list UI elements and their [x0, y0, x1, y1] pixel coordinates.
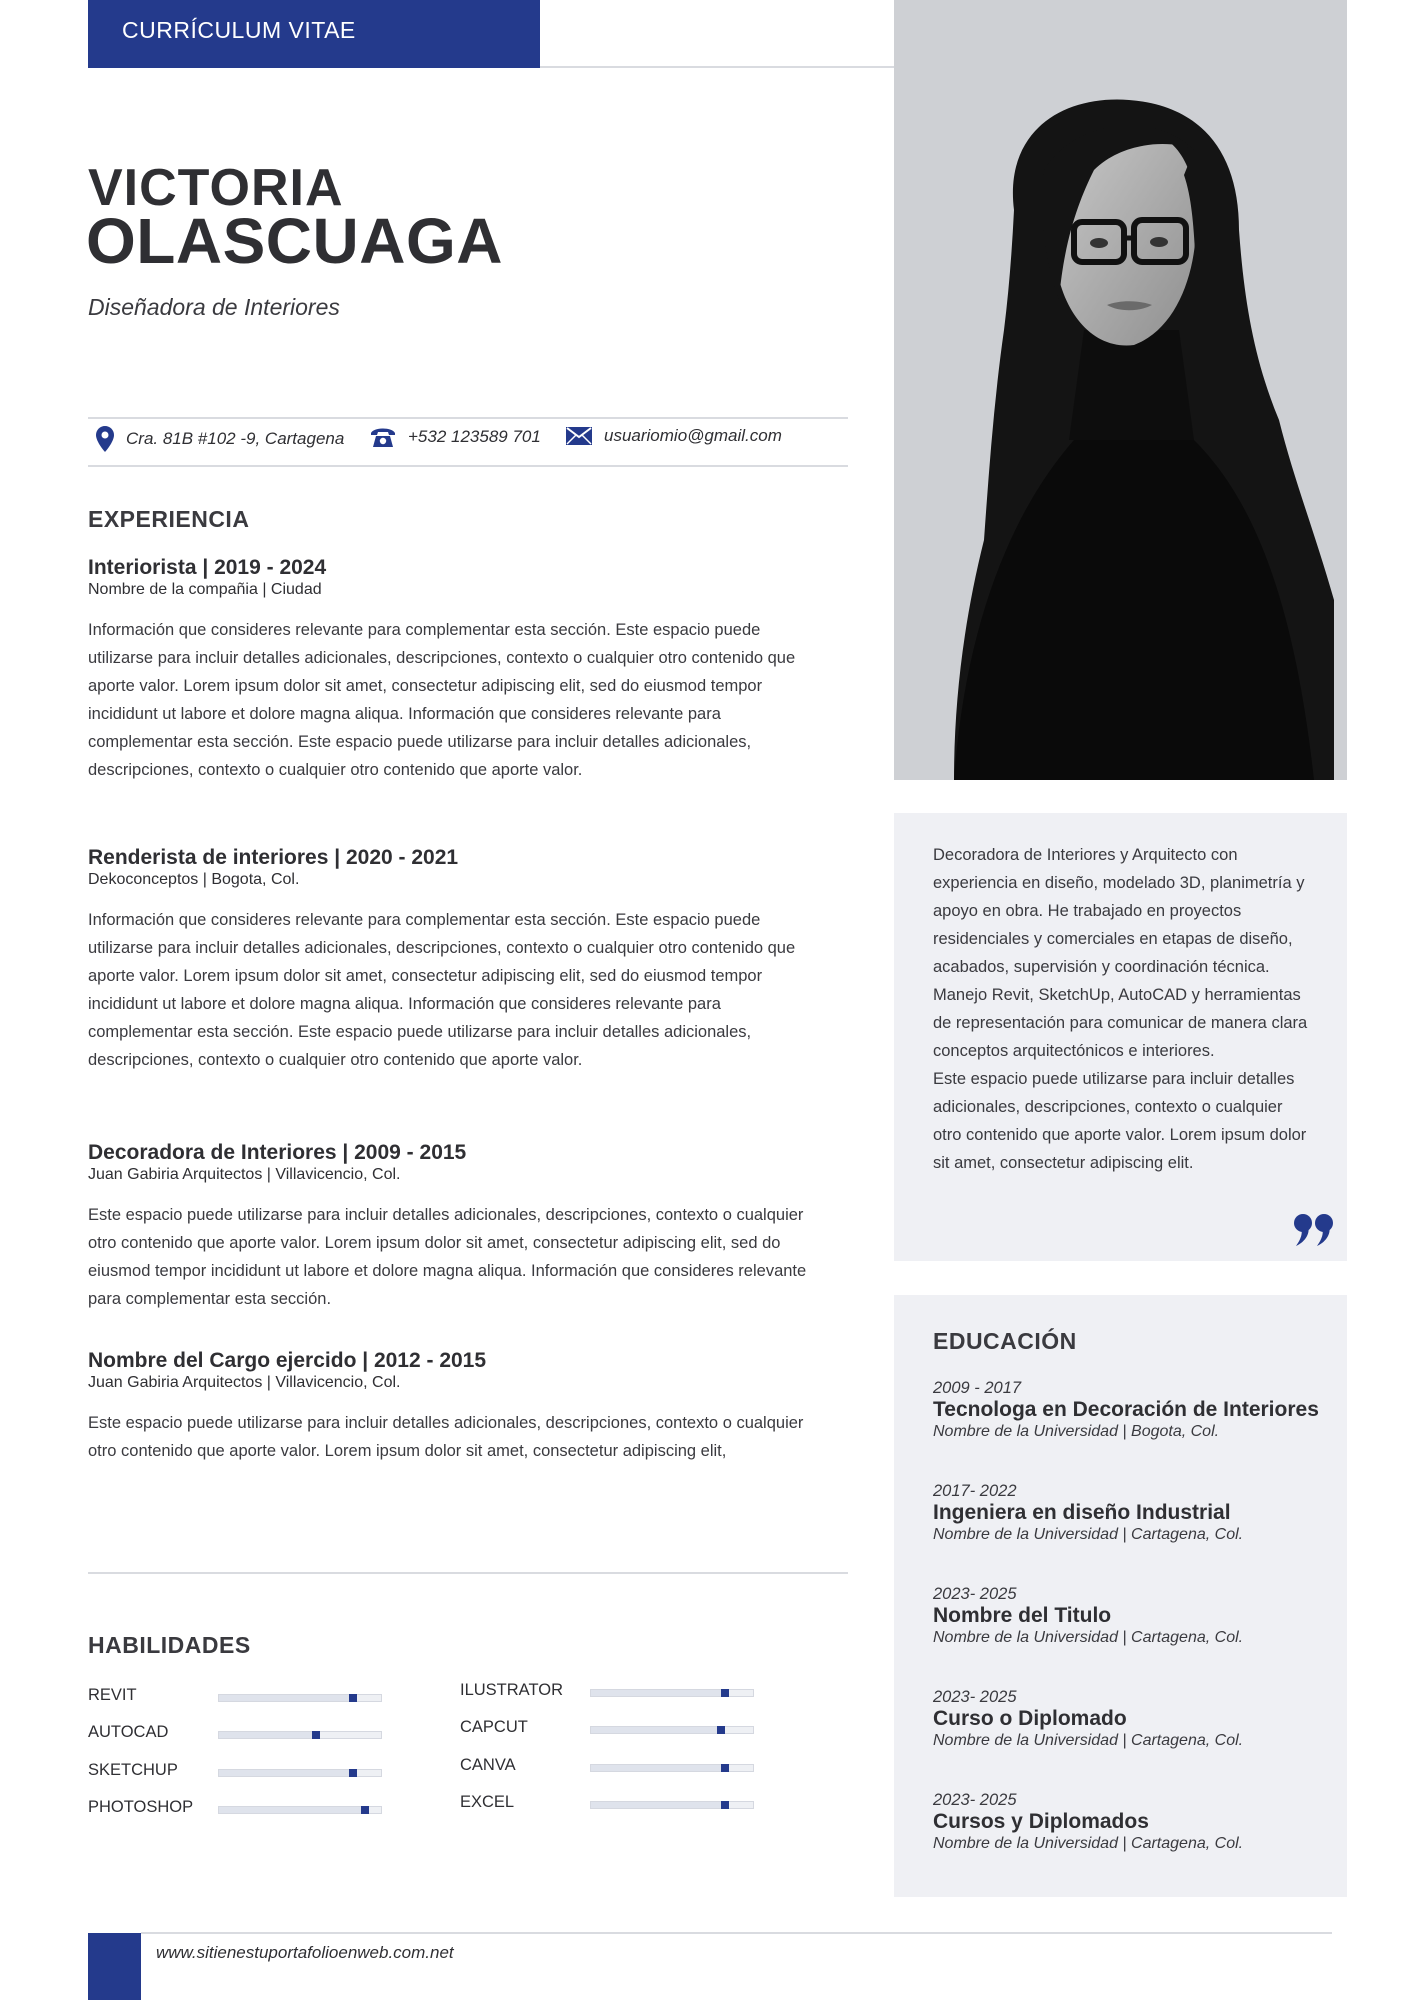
skill-label: SKETCHUP	[88, 1761, 178, 1779]
footer-divider	[141, 1932, 1332, 1934]
cv-header-label: CURRÍCULUM VITAE	[122, 17, 356, 43]
skill-label: EXCEL	[460, 1793, 515, 1811]
education-item	[933, 1584, 1333, 1648]
skill-bar	[218, 1694, 382, 1702]
education-years: 2023- 2025	[933, 1585, 1017, 1603]
skill-label: CANVA	[460, 1756, 516, 1774]
experience-heading: EXPERIENCIA	[88, 506, 250, 532]
profile-photo	[894, 0, 1347, 780]
email-text[interactable]: usuariomio@gmail.com	[604, 426, 782, 445]
contact-address	[96, 426, 344, 452]
experience-item	[88, 556, 828, 784]
job-description: Información que consideres relevante para complementar esta sección. Este espacio puede utilizarse para incluir detalles adicionales, descripciones, contexto o cualquier otro contenido que aporte valor. Lorem ipsum dolor sit amet, consectetur adipiscing elit, sed do eiusmod tempor incididunt ut labore et dolore magna aliqua. Información que consideres relevante para complementar esta sección. Este espacio puede utilizarse para incluir detalles adicionales, descripciones, contexto o cualquier otro contenido que aporte valor.	[88, 911, 796, 1069]
education-degree: Tecnologa en Decoración de Interiores	[933, 1398, 1319, 1421]
job-company: Dekoconceptos | Bogota, Col.	[88, 871, 300, 888]
job-role: Renderista de interiores | 2020 - 2021	[88, 846, 459, 869]
skill-bar	[218, 1769, 382, 1777]
skills-left-column	[88, 1686, 388, 1826]
skill-level-marker	[361, 1806, 369, 1814]
education-school: Nombre de la Universidad | Bogota, Col.	[933, 1423, 1220, 1440]
experience-item	[88, 1349, 828, 1465]
skill-level-fill	[591, 1727, 721, 1733]
skill-level-marker	[349, 1769, 357, 1777]
address-text: Cra. 81B #102 -9, Cartagena	[126, 429, 345, 448]
skill-bar	[590, 1726, 754, 1734]
skill-level-marker	[312, 1731, 320, 1739]
skills-right-column	[460, 1681, 760, 1821]
skill-bar	[590, 1801, 754, 1809]
education-heading: EDUCACIÓN	[933, 1328, 1077, 1354]
education-degree: Ingeniera en diseño Industrial	[933, 1501, 1231, 1524]
skill-level-fill	[219, 1695, 353, 1701]
education-item	[933, 1790, 1333, 1854]
skills-divider	[88, 1572, 848, 1574]
job-company: Nombre de la compañia | Ciudad	[88, 581, 322, 598]
education-years: 2009 - 2017	[933, 1379, 1022, 1397]
skill-level-marker	[721, 1801, 729, 1809]
job-title: Diseñadora de Interiores	[88, 294, 340, 320]
first-name: VICTORIA	[88, 159, 344, 217]
education-degree: Curso o Diplomado	[933, 1707, 1127, 1730]
map-pin-icon	[96, 426, 114, 452]
skill-label: REVIT	[88, 1686, 137, 1704]
job-company: Juan Gabiria Arquitectos | Villavicencio, Col.	[88, 1374, 401, 1391]
profile-summary-panel	[894, 813, 1347, 1261]
education-degree: Cursos y Diplomados	[933, 1810, 1149, 1833]
skill-level-fill	[591, 1765, 725, 1771]
contact-bottom-divider	[88, 465, 848, 467]
skill-bar	[590, 1764, 754, 1772]
education-years: 2017- 2022	[933, 1482, 1017, 1500]
contact-email[interactable]	[566, 426, 782, 446]
skill-level-marker	[721, 1764, 729, 1772]
education-years: 2023- 2025	[933, 1791, 1017, 1809]
phone-icon	[370, 426, 396, 448]
education-school: Nombre de la Universidad | Cartagena, Col.	[933, 1835, 1244, 1852]
profile-summary	[933, 841, 1313, 1177]
skills-heading: HABILIDADES	[88, 1632, 251, 1658]
skill-label: AUTOCAD	[88, 1723, 169, 1741]
quote-icon	[1293, 1213, 1335, 1247]
job-description: Este espacio puede utilizarse para incluir detalles adicionales, descripciones, contexto o cualquier otro contenido que aporte valor. Lorem ipsum dolor sit amet, consectetur adipiscing elit, sed do eiusmod tempor incididunt ut labore et dolore magna aliqua. Información que consideres relevante para complementar esta sección.	[88, 1206, 807, 1308]
last-name: OLASCUAGA	[86, 205, 503, 277]
education-item	[933, 1687, 1333, 1751]
experience-item	[88, 1141, 828, 1313]
profile-paragraph: Decoradora de Interiores y Arquitecto con experiencia en diseño, modelado 3D, planimetría y apoyo en obra. He trabajado en proyectos residenciales y comerciales en etapas de diseño, acabados, supervisión y coordinación técnica. Manejo Revit, SketchUp, AutoCAD y herramientas de representación para comunicar de manera clara conceptos arquitectónicos e interiores.	[933, 846, 1308, 1060]
skill-label: ILUSTRATOR	[460, 1681, 563, 1699]
job-description: Información que consideres relevante para complementar esta sección. Este espacio puede utilizarse para incluir detalles adicionales, descripciones, contexto o cualquier otro contenido que aporte valor. Lorem ipsum dolor sit amet, consectetur adipiscing elit, sed do eiusmod tempor incididunt ut labore et dolore magna aliqua. Información que consideres relevante para complementar esta sección. Este espacio puede utilizarse para incluir detalles adicionales, descripciones, contexto o cualquier otro contenido que aporte valor.	[88, 621, 796, 779]
job-role: Nombre del Cargo ejercido | 2012 - 2015	[88, 1349, 487, 1372]
footer-accent-block	[88, 1933, 141, 2000]
education-item	[933, 1378, 1333, 1442]
profile-paragraph: Este espacio puede utilizarse para incluir detalles adicionales, descripciones, contexto o cualquier otro contenido que aporte valor. Lorem ipsum dolor sit amet, consectetur adipiscing elit.	[933, 1070, 1307, 1172]
skill-level-marker	[721, 1689, 729, 1697]
header-divider	[540, 66, 894, 68]
job-role: Interiorista | 2019 - 2024	[88, 556, 327, 579]
cv-header-tag	[88, 0, 540, 68]
skill-level-fill	[591, 1690, 725, 1696]
skill-level-marker	[717, 1726, 725, 1734]
phone-text: +532 123589 701	[408, 427, 541, 446]
skill-level-fill	[219, 1807, 365, 1813]
contact-phone	[370, 426, 541, 448]
job-company: Juan Gabiria Arquitectos | Villavicencio, Col.	[88, 1166, 401, 1183]
skill-bar	[218, 1731, 382, 1739]
contact-top-divider	[88, 417, 848, 419]
envelope-icon	[566, 427, 592, 445]
education-degree: Nombre del Titulo	[933, 1604, 1112, 1627]
skill-bar	[590, 1689, 754, 1697]
skill-label: PHOTOSHOP	[88, 1798, 194, 1816]
education-panel	[894, 1295, 1347, 1897]
skill-level-fill	[591, 1802, 725, 1808]
skill-label: CAPCUT	[460, 1718, 528, 1736]
skill-bar	[218, 1806, 382, 1814]
education-school: Nombre de la Universidad | Cartagena, Col.	[933, 1732, 1244, 1749]
job-description: Este espacio puede utilizarse para incluir detalles adicionales, descripciones, contexto o cualquier otro contenido que aporte valor. Lorem ipsum dolor sit amet, consectetur adipiscing elit,	[88, 1414, 804, 1460]
education-years: 2023- 2025	[933, 1688, 1017, 1706]
portrait-image	[894, 0, 1347, 780]
education-item	[933, 1481, 1333, 1545]
education-school: Nombre de la Universidad | Cartagena, Col.	[933, 1526, 1244, 1543]
portfolio-link[interactable]: www.sitienestuportafolioenweb.com.net	[156, 1943, 454, 1962]
job-role: Decoradora de Interiores | 2009 - 2015	[88, 1141, 467, 1164]
experience-item	[88, 846, 828, 1074]
education-school: Nombre de la Universidad | Cartagena, Col.	[933, 1629, 1244, 1646]
skill-level-fill	[219, 1770, 353, 1776]
skill-level-fill	[219, 1732, 316, 1738]
skill-level-marker	[349, 1694, 357, 1702]
